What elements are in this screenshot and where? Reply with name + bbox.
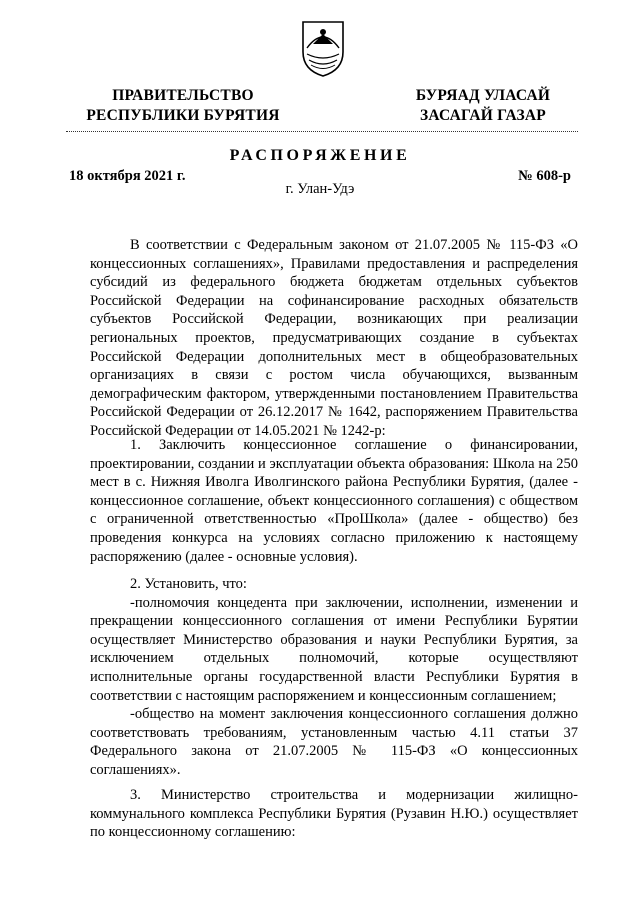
paragraph: 2. Установить, что: <box>130 576 247 592</box>
document-title: РАСПОРЯЖЕНИЕ <box>229 147 411 164</box>
paragraph: -полномочия концедента при заключении, исполнении, изменении и прекращении концессионного соглашения от имени Республики Бурятии осуществляет Министерство образования и науки Республики Бурятия, за исключением отдельных полномочий, которые осуществляют исполнительные органы государственной власти Республики Бурятия в соответствии с настоящим распоряжением и концессионным соглашением; <box>90 594 578 704</box>
clause-1 <box>90 436 578 566</box>
header-line: РЕСПУБЛИКИ БУРЯТИЯ <box>86 107 280 124</box>
header-line: ПРАВИТЕЛЬСТВО <box>112 87 254 104</box>
document-city: г. Улан-Удэ <box>285 181 355 197</box>
document-number: № 608-р <box>518 168 571 184</box>
preamble <box>90 236 578 441</box>
document-date: 18 октября 2021 г. <box>69 168 186 184</box>
paragraph: 3. Министерство строительства и модернизации жилищно-коммунального комплекса Республики Бурятия (Рузавин Н.Ю.) осуществляет по концессионному соглашению: <box>90 787 578 841</box>
clause-2 <box>90 575 578 780</box>
header-line: ЗАСАГАЙ ГАЗАР <box>420 107 546 124</box>
government-name-buryat <box>398 86 568 126</box>
paragraph: В соответствии с Федеральным законом от 21.07.2005 № 115-ФЗ «О концессионных соглашениях», Правилами предоставления и распределения субсидий из федерального бюджета бюджетам отдельных субъектов Российской Федерации на софинансирование расходных обязательств субъектов Российской Федерации, возникающих при реализации региональных проектов, предусматривающих создание в субъектах Российской Федерации дополнительных мест в общеобразовательных организациях в связи с ростом числа обучающихся, вызванным демографическим фактором, утвержденными постановлением Правительства Российской Федерации от 26.12.2017 № 1642, распоряжением Правительства Российской Федерации от 14.05.2021 № 1242-р: <box>90 237 578 439</box>
header-divider <box>66 131 578 132</box>
coat-of-arms-icon <box>299 18 347 78</box>
clause-3 <box>90 786 578 842</box>
header-line: БУРЯАД УЛАСАЙ <box>415 87 551 104</box>
paragraph: 1. Заключить концессионное соглашение о финансировании, проектировании, создании и эксплуатации объекта образования: Школа на 250 мест в с. Нижняя Иволга Иволгинского района Республики Бурятия, (далее - концессионное соглашение, объект концессионного соглашения) с обществом с ограниченной ответственностью «ПроШкола» (далее - общество) без проведения конкурса на условиях согласно приложению к настоящему распоряжению (далее - основные условия). <box>90 437 578 565</box>
paragraph: -общество на момент заключения концессионного соглашения должно соответствовать требованиям, установленным частью 4.11 статьи 37 Федерального закона от 21.07.2005 № 115-ФЗ «О концессионных соглашениях». <box>90 706 578 778</box>
government-name-russian <box>78 86 288 126</box>
